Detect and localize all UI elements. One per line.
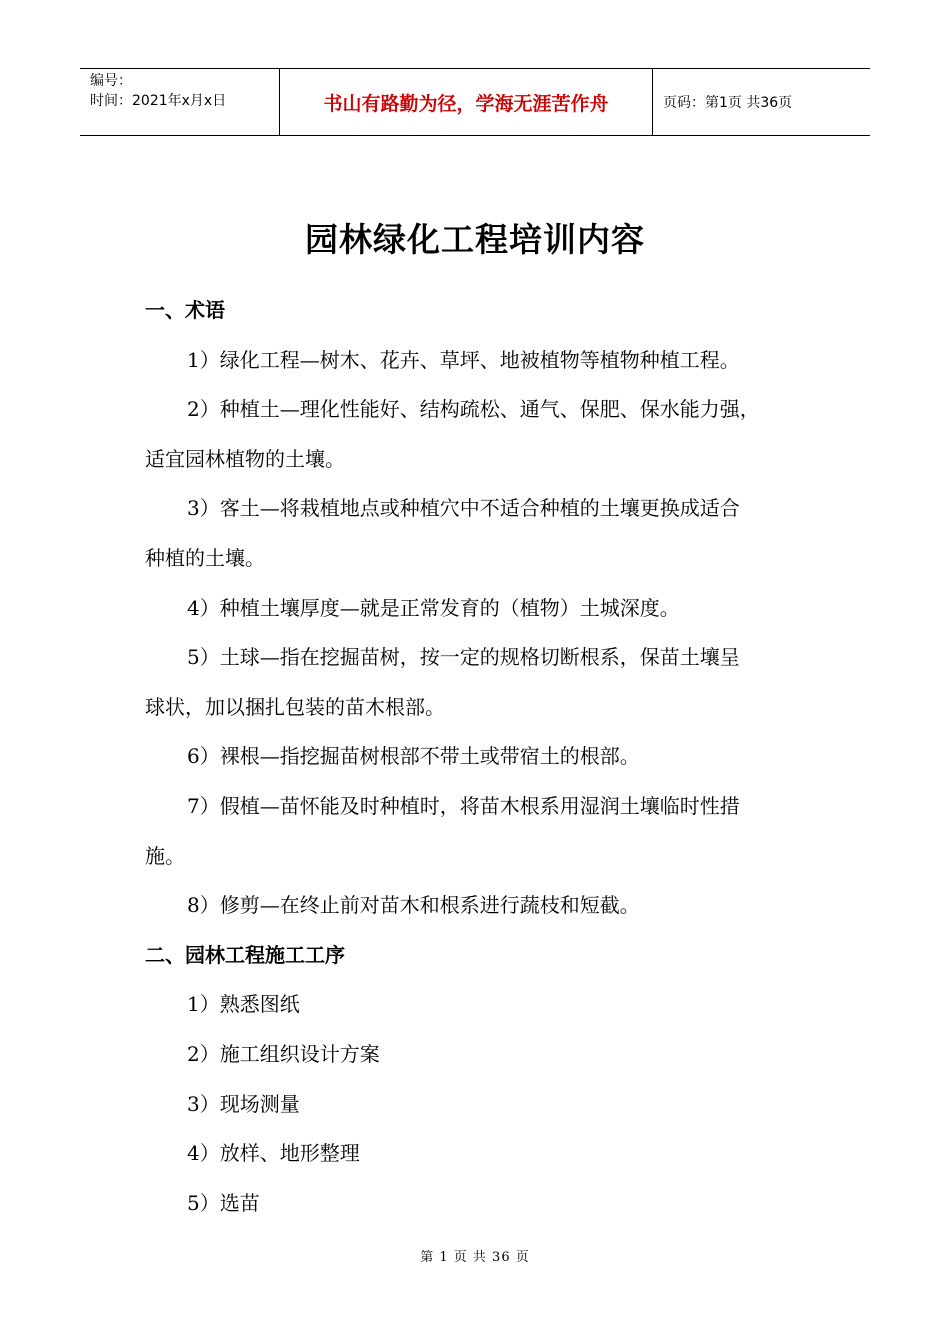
paragraph-line: 6）裸根—指挖掘苗树根部不带土或带宿土的根部。 <box>187 744 640 769</box>
paragraph-line: 种植的土壤。 <box>145 545 265 570</box>
paragraph-line: 施。 <box>145 843 185 868</box>
paragraph-line: 2）施工组织设计方案 <box>187 1041 380 1066</box>
paragraph-line: 5）选苗 <box>187 1190 260 1215</box>
header-meta-cell <box>80 69 280 135</box>
paragraph-line: 7）假植—苗怀能及时种植时，将苗木根系用湿润土壤临时性措 <box>187 793 740 818</box>
paragraph-line: 3）客土—将栽植地点或种植穴中不适合种植的土壤更换成适合 <box>187 496 740 521</box>
paragraph-line: 8）修剪—在终止前对苗木和根系进行蔬枝和短截。 <box>187 893 640 918</box>
paragraph-line: 球状，加以捆扎包装的苗木根部。 <box>145 694 445 719</box>
header-motto-cell <box>280 69 653 135</box>
paragraph-line: 适宜园林植物的土壤。 <box>145 446 345 471</box>
page-header <box>80 68 870 136</box>
document-title: 园林绿化工程培训内容 <box>305 220 645 259</box>
paragraph-line: 4）种植土壤厚度—就是正常发育的（植物）土城深度。 <box>187 595 680 620</box>
paragraph-line: 5）土球—指在挖掘苗树，按一定的规格切断根系，保苗土壤呈 <box>187 645 740 670</box>
section-heading: 一、术语 <box>145 298 225 322</box>
motto-text: 书山有路勤为径，学海无涯苦作舟 <box>323 92 609 115</box>
paragraph-line: 4）放样、地形整理 <box>187 1141 360 1166</box>
paragraph-line: 1）熟悉图纸 <box>187 992 300 1017</box>
paragraph-line: 3）现场测量 <box>187 1091 300 1116</box>
time-text: 时间：2021年x月x日 <box>90 93 227 109</box>
page-info: 页码：第1页 共36页 <box>663 95 793 111</box>
number-label: 编号： <box>90 73 132 89</box>
paragraph-line: 2）种植土—理化性能好、结构疏松、通气、保肥、保水能力强， <box>187 397 760 422</box>
header-page-cell <box>653 69 870 135</box>
page-footer: 第 1 页 共 36 页 <box>420 1250 530 1265</box>
document-body <box>145 290 815 1232</box>
paragraph-line: 1）绿化工程—树木、花卉、草坪、地被植物等植物种植工程。 <box>187 347 740 372</box>
section-heading: 二、园林工程施工工序 <box>145 942 345 967</box>
